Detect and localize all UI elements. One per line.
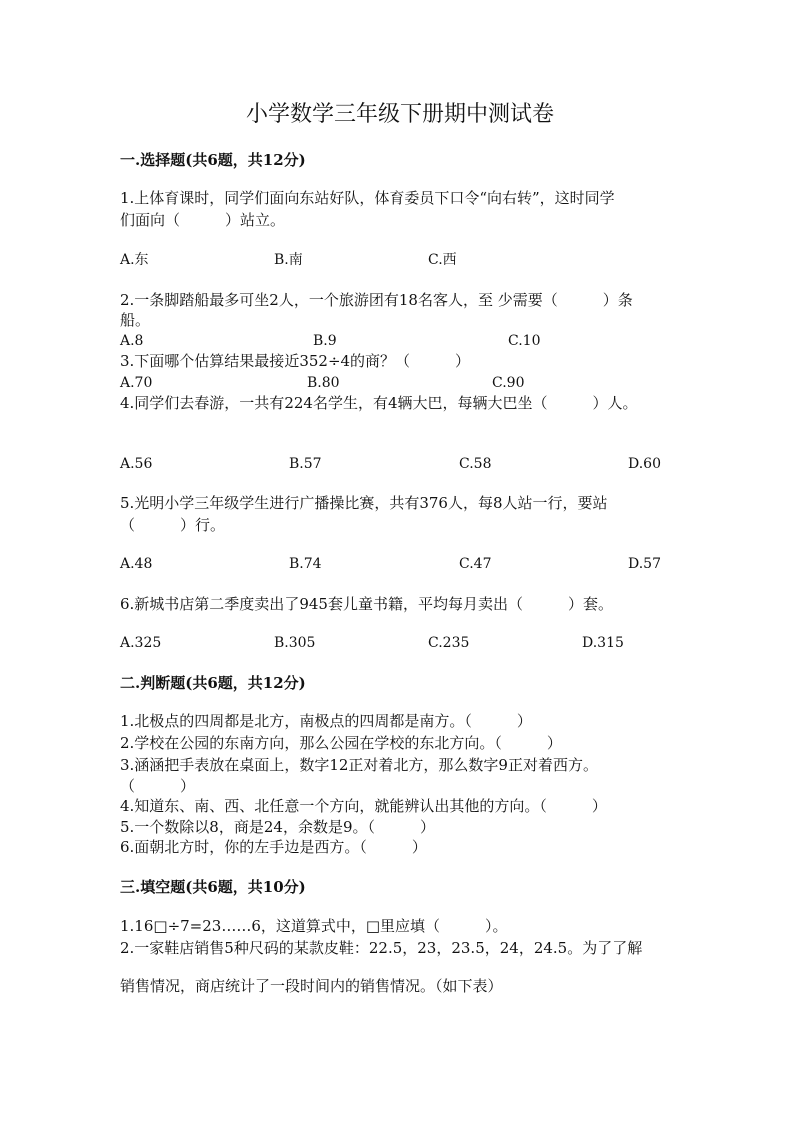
option-text: C.90 xyxy=(492,375,525,391)
option-text: B.南 xyxy=(274,252,303,268)
question-text: （ ） xyxy=(120,777,196,795)
question-text: 船。 xyxy=(120,311,151,329)
question-text: 2.学校在公园的东南方向，那么公园在学校的东北方向。（ ） xyxy=(120,734,562,752)
option-text: A.48 xyxy=(120,556,153,572)
question-text: 5.光明小学三年级学生进行广播操比赛，共有376人，每8人站一行，要站 xyxy=(120,494,608,512)
option-text: D.315 xyxy=(582,635,624,651)
option-text: B.74 xyxy=(289,556,322,572)
option-text: B.305 xyxy=(274,635,316,651)
option-text: A.325 xyxy=(120,635,162,651)
section-heading-choice: 一.选择题(共6题，共12分) xyxy=(120,151,306,169)
section-heading-judgement: 二.判断题(共6题，共12分) xyxy=(120,674,306,692)
question-text: 2.一家鞋店销售5种尺码的某款皮鞋：22.5，23，23.5，24，24.5。为了了解 xyxy=(120,939,643,957)
option-text: B.80 xyxy=(307,375,340,391)
question-text: 1.北极点的四周都是北方，南极点的四周都是南方。（ ） xyxy=(120,712,532,730)
option-text: A.70 xyxy=(120,375,153,391)
option-text: D.57 xyxy=(628,556,661,572)
question-text: 3.下面哪个估算结果最接近352÷4的商？（ ） xyxy=(120,352,471,370)
option-text: D.60 xyxy=(628,456,661,472)
question-text: 1.16□÷7=23……6，这道算式中，□里应填（ ）。 xyxy=(120,917,508,935)
option-text: A.8 xyxy=(120,333,144,349)
question-text: 6.新城书店第二季度卖出了945套儿童书籍，平均每月卖出（ ）套。 xyxy=(120,595,613,613)
option-text: B.57 xyxy=(289,456,322,472)
option-text: C.235 xyxy=(428,635,470,651)
page-title: 小学数学三年级下册期中测试卷 xyxy=(245,102,554,127)
question-text: 4.同学们去春游，一共有224名学生，有4辆大巴，每辆大巴坐（ ）人。 xyxy=(120,394,638,412)
option-text: A.56 xyxy=(120,456,153,472)
question-text: 1.上体育课时，同学们面向东站好队，体育委员下口令“向右转”，这时同学 xyxy=(120,189,615,207)
section-heading-fill-blank: 三.填空题(共6题，共10分) xyxy=(120,878,306,896)
question-text: 4.知道东、南、西、北任意一个方向，就能辨认出其他的方向。（ ） xyxy=(120,797,607,815)
question-text: 2.一条脚踏船最多可坐2人，一个旅游团有18名客人，至 少需要（ ）条 xyxy=(120,291,633,309)
question-text: 5.一个数除以8，商是24，余数是9。（ ） xyxy=(120,818,435,836)
option-text: B.9 xyxy=(313,333,337,349)
question-text: 销售情况，商店统计了一段时间内的销售情况。（如下表） xyxy=(120,977,503,995)
option-text: C.西 xyxy=(428,252,457,268)
question-text: 6.面朝北方时，你的左手边是西方。（ ） xyxy=(120,838,427,856)
option-text: C.10 xyxy=(508,333,541,349)
question-text: 们面向（ ）站立。 xyxy=(120,211,286,229)
option-text: C.47 xyxy=(459,556,492,572)
option-text: C.58 xyxy=(459,456,492,472)
question-text: （ ）行。 xyxy=(120,516,226,534)
question-text: 3.涵涵把手表放在桌面上，数字12正对着北方，那么数字9正对着西方。 xyxy=(120,756,598,774)
option-text: A.东 xyxy=(120,252,149,268)
